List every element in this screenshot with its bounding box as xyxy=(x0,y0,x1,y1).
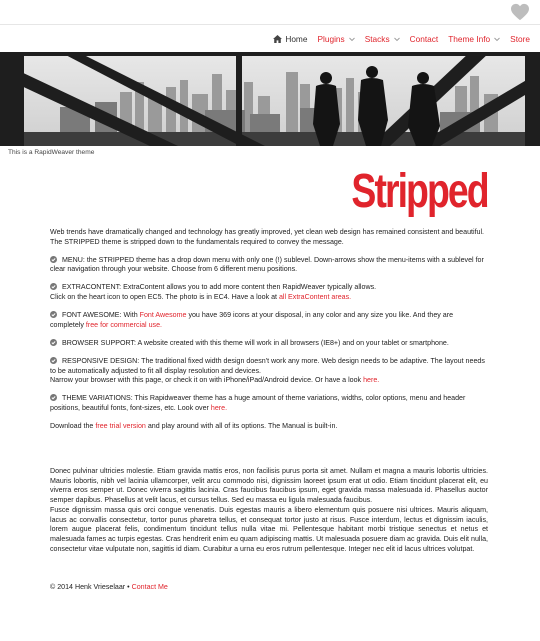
main-content xyxy=(50,228,488,440)
check-circle-icon xyxy=(50,357,57,364)
main-nav xyxy=(263,34,530,44)
feature-extracontent xyxy=(50,283,488,302)
footer-separator: • xyxy=(127,583,130,591)
nav-label-stacks: Stacks xyxy=(364,34,390,44)
nav-label-contact: Contact xyxy=(409,34,439,44)
chevron-down-icon xyxy=(349,37,355,42)
responsive-here-link[interactable]: here. xyxy=(363,376,380,385)
hero-caption: This is a RapidWeaver theme xyxy=(8,149,95,156)
contact-me-link[interactable]: Contact Me xyxy=(131,583,168,591)
nav-label-plugins: Plugins xyxy=(317,34,345,44)
home-icon xyxy=(273,35,282,43)
free-trial-link[interactable]: free trial version xyxy=(95,421,146,430)
feature-menu-text: MENU: the STRIPPED theme has a drop down menu with only one (!) sublevel. Down-arrows show the menu-items with a sublevel for clear navigation through your website. Choose from 6 different menu positions. xyxy=(50,255,484,274)
nav-label-theme-info: Theme Info xyxy=(448,34,491,44)
hero-image xyxy=(0,52,540,146)
feature-font-text1: FONT AWESOME: With xyxy=(62,311,138,320)
nav-item-theme-info[interactable] xyxy=(448,34,500,44)
top-bar xyxy=(0,0,540,25)
commercial-use-link[interactable]: free for commercial use. xyxy=(85,320,162,329)
feature-menu xyxy=(50,256,488,275)
feature-responsive-text2: Narrow your browser with this page, or check it on with iPhone/iPad/Android device. Or have a look xyxy=(50,376,362,385)
check-circle-icon xyxy=(50,256,57,263)
skyline-photo xyxy=(0,52,540,146)
intro-text: Web trends have dramatically changed and technology has greatly improved, yet clean web design has remained consistent and beautiful. The STRIPPED theme is stripped down to the fundamentals required to convey the message. xyxy=(50,228,485,246)
feature-font-text2: you have 369 icons at your disposal, in any color and any size you like. And they are completely xyxy=(50,311,454,329)
nav-label-home: Home xyxy=(285,34,308,44)
lorem-paragraph-1: Donec pulvinar ultricies molestie. Etiam gravida mattis eros, non facilisis purus porta sit amet. Nullam et magna a mauris lobortis ultricies. Mauris lobortis, nibh vel lacinia ullamcorper, velit arcu commodo nisi, dignissim laoreet ipsum erat ut odio. Etiam tincidunt placerat elit, eu viverra eros semper ut. Donec viverra sagittis lacinia. Cras faucibus faucibus ipsum, eget gravida massa malesuada id. Phasellus auctor semper dapibus. Phasellus at velit lacus, et cursus tellus. Sed eu massa eu ligula malesuada faucibus. xyxy=(50,467,488,505)
extracontent-link[interactable]: all ExtraContent areas. xyxy=(278,293,352,302)
heart-icon[interactable] xyxy=(510,3,530,21)
feature-extra-text1: EXTRACONTENT: ExtraContent allows you to add more content then RapidWeaver typically allows. xyxy=(62,283,377,292)
nav-item-home[interactable] xyxy=(273,34,307,44)
feature-variations-text: THEME VARIATIONS: This Rapidweaver theme has a huge amount of theme variations, widths, color options, menu and header positions, beautiful fonts, font-sizes, etc. Look over xyxy=(50,394,466,412)
font-awesome-link[interactable]: Font Awesome xyxy=(139,311,187,320)
feature-font-awesome xyxy=(50,311,488,330)
check-circle-icon xyxy=(50,394,57,401)
check-circle-icon xyxy=(50,283,57,290)
feature-extra-text2: Click on the heart icon to open EC5. The photo is in EC4. Have a look at xyxy=(50,293,277,302)
footer xyxy=(50,583,168,591)
feature-browser-text: BROWSER SUPPORT: A website created with this theme will work in all browsers (IE8+) and on your tablet or smartphone. xyxy=(62,338,449,347)
feature-responsive xyxy=(50,357,488,386)
feature-browser xyxy=(50,339,488,349)
feature-responsive-text1: RESPONSIVE DESIGN: The traditional fixed width design doesn't work any more. Web design needs to be adaptive. The layout needs to be automatically adjusted to fit all display resolution and devices. xyxy=(50,356,485,375)
chevron-down-icon xyxy=(494,37,500,42)
nav-item-contact[interactable] xyxy=(410,34,439,44)
chevron-down-icon xyxy=(394,37,400,42)
check-circle-icon xyxy=(50,339,57,346)
feature-variations xyxy=(50,394,488,413)
nav-item-store[interactable] xyxy=(510,34,530,44)
lorem-section xyxy=(50,467,488,554)
check-circle-icon xyxy=(50,311,57,318)
lorem-paragraph-2: Fusce dignissim massa quis orci congue venenatis. Duis egestas mauris a libero elementum quis posuere nisi ultrices. Mauris aliquam, lacus ac convallis consectetur, tortor purus pharetra tellus, et consequat tortor justo at risus. Fusce interdum, lectus et dignissim iaculis, lorem augue placerat felis, condimentum tincidunt tellus nulla vitae mi. Pellentesque habitant morbi tristique senectus et netus et malesuada fames ac turpis egestas. Cras hendrerit enim eu quam adipiscing mattis. Ut malesuada posuere diam ac gravida. Duis elit nulla, consectetur vitae vulputate non, sagittis id diam. Curabitur a urna eu eros rutrum pellentesque. Integer nec elit id lacus ultrices volutpat. xyxy=(50,505,488,553)
variations-here-link[interactable]: here. xyxy=(210,403,228,412)
nav-item-stacks[interactable] xyxy=(365,34,400,44)
download-post: and play around with all of its options. The Manual is built-in. xyxy=(147,421,338,430)
nav-item-plugins[interactable] xyxy=(317,34,354,44)
download-text xyxy=(50,422,488,432)
download-pre: Download the xyxy=(50,421,94,430)
footer-copyright: © 2014 Henk Vrieselaar xyxy=(50,583,126,591)
site-logo[interactable]: Stripped xyxy=(351,165,488,218)
nav-label-store: Store xyxy=(510,34,530,44)
